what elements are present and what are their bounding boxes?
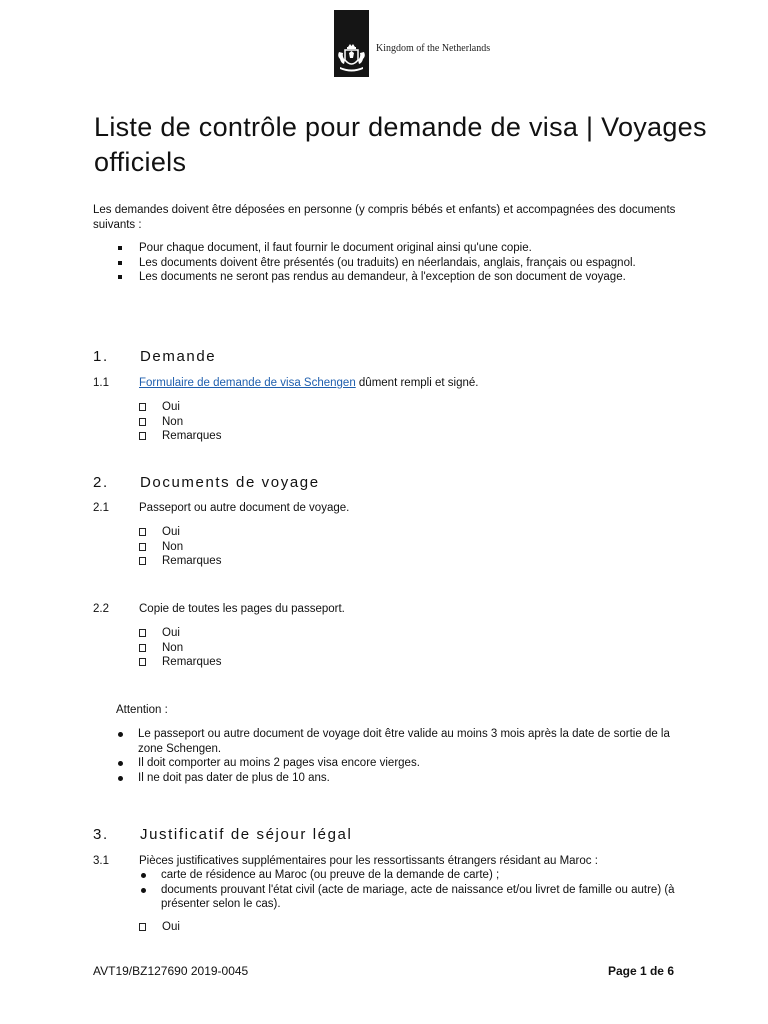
list-item: Les documents ne seront pas rendus au demandeur, à l'exception de son document de voyage. [117, 270, 677, 285]
checkbox-option-remarques[interactable]: Remarques [139, 655, 221, 670]
item-text: Passeport ou autre document de voyage. [139, 502, 350, 514]
document-reference: AVT19/BZ127690 2019-0045 [93, 964, 249, 978]
residence-proof-bullet-list [139, 868, 679, 912]
section-number: 1. [93, 348, 109, 365]
section-number: 3. [93, 826, 109, 843]
section-heading-2 [93, 473, 320, 493]
page-title: Liste de contrôle pour demande de visa | Voyages officiels [94, 112, 707, 177]
item-number: 2.1 [93, 502, 109, 514]
item-1-1 [93, 376, 693, 391]
section-title: Demande [140, 348, 217, 365]
intro-bullet-list [117, 241, 677, 285]
attention-bullet-list [116, 727, 676, 785]
item-text: Pièces justificatives supplémentaires pour les ressortissants étrangers résidant au Maroc : [139, 855, 598, 867]
checkbox-group-2-2 [139, 626, 221, 670]
rijksoverheid-logo-bar [334, 10, 369, 77]
checkbox-option-oui[interactable]: Oui [139, 525, 221, 540]
checkbox-option-remarques[interactable]: Remarques [139, 429, 221, 444]
list-item: Le passeport ou autre document de voyage doit être valide au moins 3 mois après la date de sortie de la zone Schengen. [116, 727, 676, 756]
checkbox-group-2-1 [139, 525, 221, 569]
item-2-1 [93, 501, 693, 516]
logo-text: Kingdom of the Netherlands [376, 43, 491, 54]
schengen-form-link[interactable]: Formulaire de demande de visa Schengen [139, 377, 356, 389]
list-item: Il doit comporter au moins 2 pages visa encore vierges. [116, 756, 676, 771]
checkbox-option-oui[interactable]: Oui [139, 400, 221, 415]
list-item: carte de résidence au Maroc (ou preuve de la demande de carte) ; [139, 868, 679, 883]
coat-of-arms-icon [336, 44, 367, 74]
attention-label: Attention : [116, 704, 168, 716]
list-item: Les documents doivent être présentés (ou traduits) en néerlandais, anglais, français ou espagnol. [117, 256, 677, 271]
section-title: Justificatif de séjour légal [140, 826, 353, 843]
checkbox-option-remarques[interactable]: Remarques [139, 554, 221, 569]
section-heading-3 [93, 825, 352, 845]
list-item: Il ne doit pas dater de plus de 10 ans. [116, 771, 676, 786]
item-3-1 [93, 854, 693, 869]
item-number: 2.2 [93, 603, 109, 615]
checkbox-option-non[interactable]: Non [139, 641, 221, 656]
item-text: Copie de toutes les pages du passeport. [139, 603, 345, 615]
item-number: 3.1 [93, 855, 109, 867]
list-item: Pour chaque document, il faut fournir le document original ainsi qu'une copie. [117, 241, 677, 256]
checkbox-option-oui[interactable]: Oui [139, 626, 221, 641]
checkbox-group-1-1 [139, 400, 221, 444]
item-2-2 [93, 602, 693, 617]
checkbox-option-non[interactable]: Non [139, 540, 221, 555]
checkbox-option-non[interactable]: Non [139, 415, 221, 430]
intro-text: Les demandes doivent être déposées en personne (y compris bébés et enfants) et accompagnées des documents suivants : [93, 204, 676, 231]
section-title: Documents de voyage [140, 474, 320, 491]
list-item: documents prouvant l'état civil (acte de mariage, acte de naissance et/ou livret de famille ou autre) (à présenter selon le cas). [139, 883, 679, 912]
section-heading-1 [93, 347, 216, 367]
item-number: 1.1 [93, 377, 109, 389]
section-number: 2. [93, 474, 109, 491]
checkbox-option-oui[interactable]: Oui [139, 920, 180, 935]
item-text: dûment rempli et signé. [355, 377, 479, 389]
page-number: Page 1 de 6 [607, 964, 674, 978]
checkbox-group-3-1 [139, 920, 180, 935]
